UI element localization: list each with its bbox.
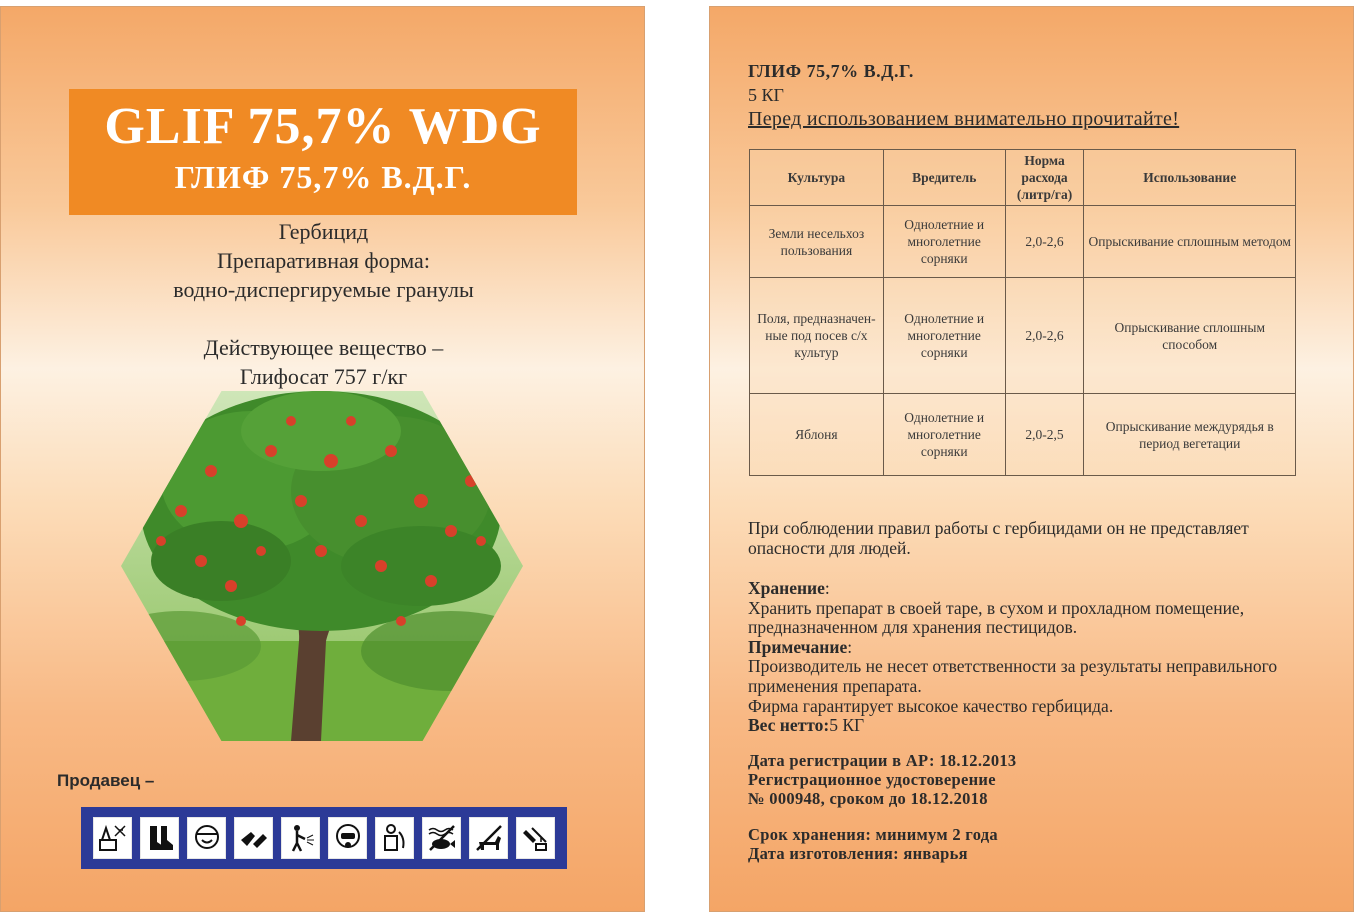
- registration-date: Дата регистрации в АР: 18.12.2013: [748, 751, 1017, 770]
- header-rate: Норма расхода (литр/га): [1005, 150, 1084, 206]
- manufacture-date: Дата изготовления: январья: [748, 844, 968, 863]
- active-label: Действующее вещество –: [203, 335, 444, 360]
- active-ingredient: [61, 333, 586, 391]
- storage-label: Хранение: [748, 578, 825, 598]
- no-fish-water-icon: [422, 817, 461, 859]
- product-type: Гербицид: [278, 219, 369, 244]
- net-weight-value: 5 КГ: [829, 715, 865, 736]
- usage-table: [749, 149, 1296, 476]
- cell-usage: Опрыскивание междурядья в период вегетации: [1084, 394, 1296, 476]
- back-weight: 5 КГ: [748, 85, 784, 105]
- cell-pest: Однолетние и многолетние сорняки: [883, 206, 1005, 278]
- back-product-title: ГЛИФ 75,7% В.Д.Г.: [748, 61, 914, 81]
- front-label-panel: [0, 6, 645, 912]
- header-crop: Культура: [750, 150, 884, 206]
- respirator-mask-icon: [328, 817, 367, 859]
- form-label: Препаративная форма:: [217, 248, 430, 273]
- no-animals-icon: [469, 817, 508, 859]
- registration-info: [748, 751, 1328, 808]
- cell-usage: Опрыскивание сплошным способом: [1084, 278, 1296, 394]
- cell-rate: 2,0-2,6: [1005, 278, 1084, 394]
- net-weight-label: Вес нетто:: [748, 715, 830, 736]
- cell-pest: Однолетние и многолетние сорняки: [883, 278, 1005, 394]
- form-value: водно-диспергируемые гранулы: [173, 277, 474, 302]
- note-label: Примечание: [748, 636, 848, 657]
- seller-label: Продавец –: [57, 771, 155, 790]
- apple-tree-image: [121, 391, 523, 741]
- read-before-use-warning: Перед использованием внимательно прочитайте!: [748, 108, 1180, 130]
- header-pest: Вредитель: [883, 150, 1005, 206]
- safety-pictogram-bar: [81, 807, 567, 869]
- cell-rate: 2,0-2,5: [1005, 394, 1084, 476]
- header-usage: Использование: [1084, 150, 1296, 206]
- product-description: [61, 217, 586, 304]
- spraying-icon: [281, 817, 320, 859]
- cell-crop: Поля, предназначен-ные под посев с/х культур: [750, 278, 884, 394]
- face-shield-icon: [187, 817, 226, 859]
- cell-pest: Однолетние и многолетние сорняки: [883, 394, 1005, 476]
- storage-and-notes: Хранение: Хранить препарат в своей таре, в сухом и прохладном помещение, предназначенном для хранения пестицидов. Примечание: Производитель не несет ответственности за результаты неправильного применения препарата. Фирма гарантирует высокое качество гербицида. Вес нетто:5 КГ: [748, 579, 1328, 736]
- cell-usage: Опрыскивание сплошным методом: [1084, 206, 1296, 278]
- table-row: [750, 394, 1296, 476]
- gloves-icon: [234, 817, 273, 859]
- boots-icon: [140, 817, 179, 859]
- protective-suit-icon: [375, 817, 414, 859]
- back-label-panel: [709, 6, 1354, 912]
- shelf-info: [748, 825, 1328, 863]
- product-title-en: GLIF 75,7% WDG: [104, 98, 542, 155]
- wash-hands-icon: [516, 817, 555, 859]
- storage-text: Хранить препарат в своей таре, в сухом и прохладном помещение, предназначенном для хранения пестицидов.: [748, 597, 1245, 638]
- table-row: [750, 206, 1296, 278]
- cell-crop: Земли несельхоз пользования: [750, 206, 884, 278]
- registration-number: № 000948, сроком до 18.12.2018: [748, 789, 988, 808]
- note-text-quality: Фирма гарантирует высокое качество гербицида.: [748, 695, 1114, 716]
- table-row: [750, 278, 1296, 394]
- registration-certificate: Регистрационное удостоверение: [748, 770, 996, 789]
- cell-crop: Яблоня: [750, 394, 884, 476]
- active-value: Глифосат 757 г/кг: [239, 364, 408, 389]
- product-title-box: [69, 89, 577, 215]
- table-header-row: [750, 150, 1296, 206]
- shelf-life: Срок хранения: минимум 2 года: [748, 825, 998, 844]
- note-text-liability: Производитель не несет ответственности за результаты неправильного применения препарата.: [748, 656, 1278, 696]
- safety-statement: При соблюдении правил работы с гербицидами он не представляет опасности для людей.: [748, 518, 1249, 558]
- mixing-icon: [93, 817, 132, 859]
- cell-rate: 2,0-2,6: [1005, 206, 1084, 278]
- product-title-ru: ГЛИФ 75,7% В.Д.Г.: [174, 159, 472, 195]
